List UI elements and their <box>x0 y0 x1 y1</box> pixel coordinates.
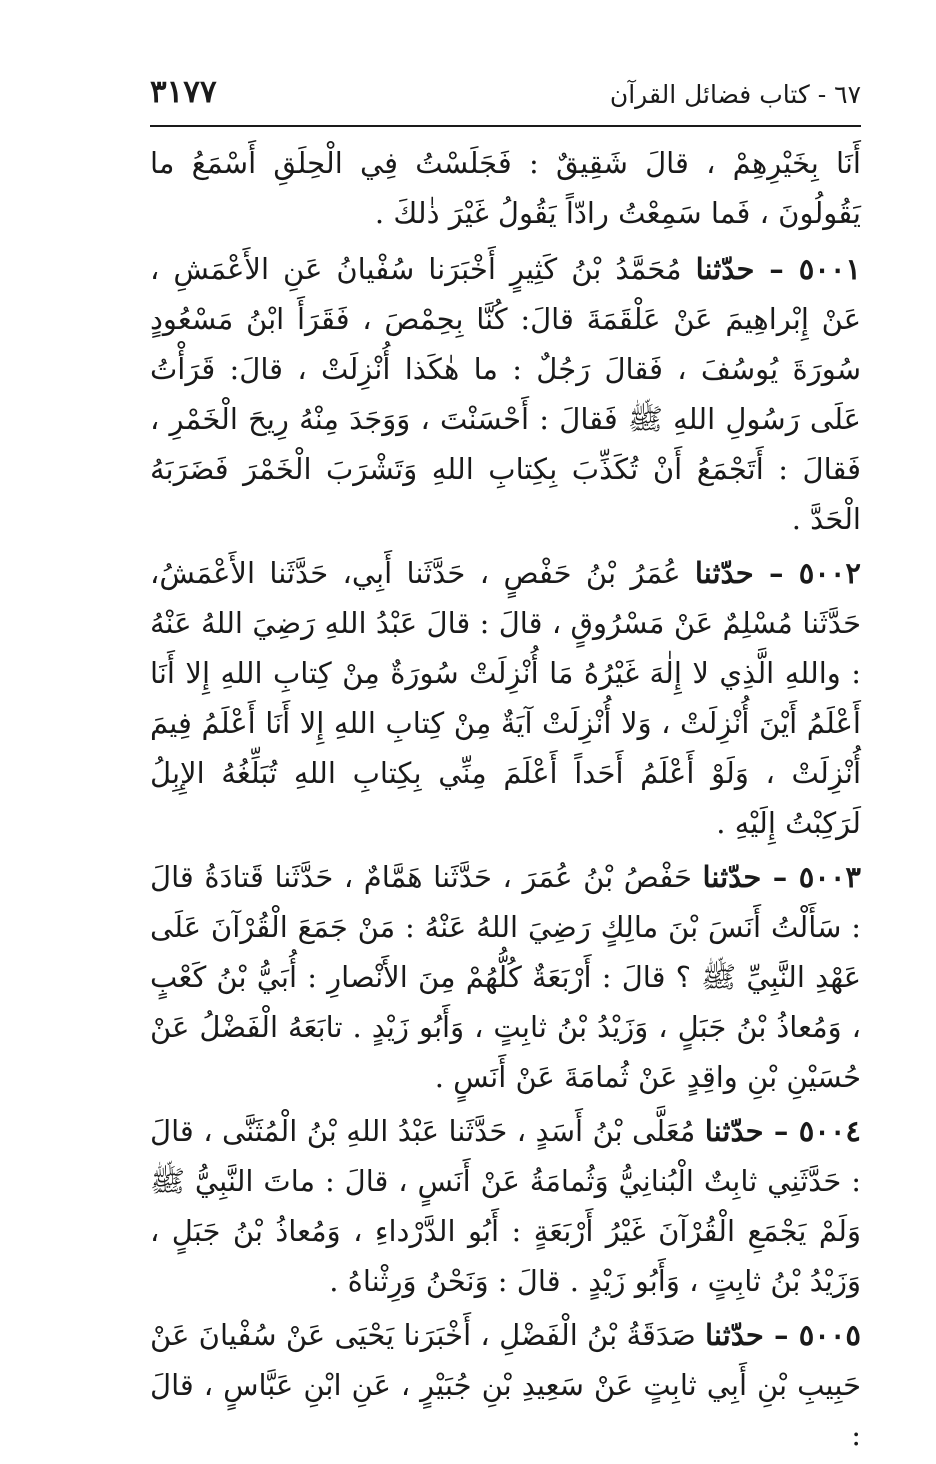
hadith-number: ٥٠٠٤ <box>798 1114 862 1148</box>
page-number: ٣١٧٧ <box>150 74 217 110</box>
hadith-number: ٥٠٠٥ <box>798 1318 861 1352</box>
hadith-lead-word: حدّثنا <box>702 860 762 894</box>
hadith-lead-word: حدّثنا <box>695 252 755 286</box>
hadith-5004: ٥٠٠٤ – حدّثنا مُعَلَّى بْنُ أَسَدٍ ، حَدَّثَنا عَبْدُ اللهِ بْنُ الْمُثَنَّى ، قالَ : حَدَّثَنِي ثابِتٌ الْبُنانِيُّ وَثُمامَةُ عَنْ أَنَسٍ ، قالَ : ماتَ النَّبِيُّ ﷺ وَلَمْ يَجْمَعِ الْقُرْآنَ غَيْرُ أَرْبَعَةٍ : أَبُو الدَّرْداءِ ، وَمُعاذُ بْنُ جَبَلٍ ، وَزَيْدُ بْنُ ثابِتٍ ، وَأَبُو زَيْدٍ . قالَ : وَنَحْنُ وَرِثْناهُ . <box>150 1114 862 1298</box>
continued-paragraph <box>150 138 861 238</box>
page-header <box>150 72 861 122</box>
hadith-number: ٥٠٠٣ <box>798 860 861 894</box>
hadith-5002: ٥٠٠٢ – حدّثنا عُمَرُ بْنُ حَفْصٍ ، حَدَّثَنا أَبِي، حَدَّثَنا الأَعْمَشُ، حَدَّثَنا مُسْلِمٌ عَنْ مَسْرُوقٍ ، قالَ : قالَ عَبْدُ اللهِ رَضِيَ اللهُ عَنْهُ : واللهِ الَّذِي لا إِلٰهَ غَيْرُهُ مَا أُنْزِلَتْ سُورَةٌ مِنْ كِتابِ اللهِ إِلا أَنَا أَعْلَمُ أَيْنَ أُنْزِلَتْ ، وَلا أُنْزِلَتْ آيَةٌ مِنْ كِتابِ اللهِ إِلا أَنَا أَعْلَمُ فِيمَ أُنْزِلَتْ ، وَلَوْ أَعْلَمُ أَحَداً أَعْلَمَ مِنِّي بِكِتابِ اللهِ تُبَلِّغُهُ الإِبِلُ لَرَكِبْتُ إِلَيْهِ . <box>150 556 861 840</box>
hadith-lead-word: حدّثنا <box>705 1318 764 1352</box>
header-rule <box>150 125 861 127</box>
chapter-title: ٦٧ - كتاب فضائل القرآن <box>609 80 861 109</box>
paragraph-text: صَدَقَةُ بْنُ الْفَضْلِ ، أَخْبَرَنا يَحْيَى عَنْ سُفْيانَ عَنْ حَبِيبِ بْنِ أَبِي ثابِتٍ عَنْ سَعِيدِ بْنِ جُبَيْرٍ ، عَنِ ابْنِ عَبَّاسٍ ، قالَ : <box>150 1318 861 1452</box>
paragraph-text: مُعَلَّى بْنُ أَسَدٍ ، حَدَّثَنا عَبْدُ اللهِ بْنُ الْمُثَنَّى ، قالَ : حَدَّثَنِي ثابِتٌ الْبُنانِيُّ وَثُمامَةُ عَنْ أَنَسٍ ، قالَ : ماتَ النَّبِيُّ ﷺ وَلَمْ يَجْمَعِ الْقُرْآنَ غَيْرُ أَرْبَعَةٍ : أَبُو الدَّرْداءِ ، وَمُعاذُ بْنُ جَبَلٍ ، وَزَيْدُ بْنُ ثابِتٍ ، وَأَبُو زَيْدٍ . قالَ : وَنَحْنُ وَرِثْناهُ . <box>150 1114 861 1298</box>
paragraph-text: مُحَمَّدُ بْنُ كَثِيرٍ أَخْبَرَنا سُفْيانُ عَنِ الأَعْمَشِ ، عَنْ إِبْراهِيمَ عَنْ عَلْقَمَةَ قالَ: كُنَّا بِحِمْصَ ، فَقَرَأَ ابْنُ مَسْعُودٍ سُورَةَ يُوسُفَ ، فَقالَ رَجُلٌ : ما هٰكَذا أُنْزِلَتْ ، قالَ: قَرَأْتُ عَلَى رَسُولِ اللهِ ﷺ فَقالَ : أَحْسَنْتَ ، وَوَجَدَ مِنْهُ رِيحَ الْخَمْرِ ، فَقالَ : أَتَجْمَعُ أَنْ تُكَذِّبَ بِكِتابِ اللهِ وَتَشْرَبَ الْخَمْرَ فَضَرَبَهُ الْحَدَّ . <box>150 252 861 536</box>
hadith-lead-word: حدّثنا <box>694 556 754 590</box>
paragraph-text: عُمَرُ بْنُ حَفْصٍ ، حَدَّثَنا أَبِي، حَدَّثَنا الأَعْمَشُ، حَدَّثَنا مُسْلِمٌ عَنْ مَسْرُوقٍ ، قالَ : قالَ عَبْدُ اللهِ رَضِيَ اللهُ عَنْهُ : واللهِ الَّذِي لا إِلٰهَ غَيْرُهُ مَا أُنْزِلَتْ سُورَةٌ مِنْ كِتابِ اللهِ إِلا أَنَا أَعْلَمُ أَيْنَ أُنْزِلَتْ ، وَلا أُنْزِلَتْ آيَةٌ مِنْ كِتابِ اللهِ إِلا أَنَا أَعْلَمُ فِيمَ أُنْزِلَتْ ، وَلَوْ أَعْلَمُ أَحَداً أَعْلَمَ مِنِّي بِكِتابِ اللهِ تُبَلِّغُهُ الإِبِلُ لَرَكِبْتُ إِلَيْهِ . <box>150 556 861 840</box>
hadith-5003: ٥٠٠٣ – حدّثنا حَفْصُ بْنُ عُمَرَ ، حَدَّثَنا هَمَّامٌ ، حَدَّثَنا قَتادَةُ قالَ : سَأَلْتُ أَنَسَ بْنَ مالِكٍ رَضِيَ اللهُ عَنْهُ : مَنْ جَمَعَ الْقُرْآنَ عَلَى عَهْدِ النَّبِيِّ ﷺ ؟ قالَ : أَرْبَعَةٌ كُلُّهُمْ مِنَ الأَنْصارِ : أُبَيُّ بْنُ كَعْبٍ ، وَمُعاذُ بْنُ جَبَلٍ ، وَزَيْدُ بْنُ ثابِتٍ ، وَأَبُو زَيْدٍ . تابَعَهُ الْفَضْلُ عَنْ حُسَيْنِ بْنِ واقِدٍ عَنْ ثُمامَةَ عَنْ أَنَسٍ . <box>150 860 861 1094</box>
page-body <box>150 138 861 1464</box>
hadith-5005: ٥٠٠٥ – حدّثنا صَدَقَةُ بْنُ الْفَضْلِ ، أَخْبَرَنا يَحْيَى عَنْ سُفْيانَ عَنْ حَبِيبِ بْنِ أَبِي ثابِتٍ عَنْ سَعِيدِ بْنِ جُبَيْرٍ ، عَنِ ابْنِ عَبَّاسٍ ، قالَ : <box>150 1318 861 1452</box>
hadith-5001: ٥٠٠١ – حدّثنا مُحَمَّدُ بْنُ كَثِيرٍ أَخْبَرَنا سُفْيانُ عَنِ الأَعْمَشِ ، عَنْ إِبْراهِيمَ عَنْ عَلْقَمَةَ قالَ: كُنَّا بِحِمْصَ ، فَقَرَأَ ابْنُ مَسْعُودٍ سُورَةَ يُوسُفَ ، فَقالَ رَجُلٌ : ما هٰكَذا أُنْزِلَتْ ، قالَ: قَرَأْتُ عَلَى رَسُولِ اللهِ ﷺ فَقالَ : أَحْسَنْتَ ، وَوَجَدَ مِنْهُ رِيحَ الْخَمْرِ ، فَقالَ : أَتَجْمَعُ أَنْ تُكَذِّبَ بِكِتابِ اللهِ وَتَشْرَبَ الْخَمْرَ فَضَرَبَهُ الْحَدَّ . <box>150 252 861 536</box>
paragraph-text: أَنَا بِخَيْرِهِمْ ، قالَ شَقِيقٌ : فَجَلَسْتُ فِي الْحِلَقِ أَسْمَعُ ما يَقُولُونَ ، فَما سَمِعْتُ رادّاً يَقُولُ غَيْرَ ذٰلكَ . <box>150 146 861 230</box>
hadith-number: ٥٠٠١ <box>798 252 861 286</box>
paragraph-text: حَفْصُ بْنُ عُمَرَ ، حَدَّثَنا هَمَّامٌ ، حَدَّثَنا قَتادَةُ قالَ : سَأَلْتُ أَنَسَ بْنَ مالِكٍ رَضِيَ اللهُ عَنْهُ : مَنْ جَمَعَ الْقُرْآنَ عَلَى عَهْدِ النَّبِيِّ ﷺ ؟ قالَ : أَرْبَعَةٌ كُلُّهُمْ مِنَ الأَنْصارِ : أُبَيُّ بْنُ كَعْبٍ ، وَمُعاذُ بْنُ جَبَلٍ ، وَزَيْدُ بْنُ ثابِتٍ ، وَأَبُو زَيْدٍ . تابَعَهُ الْفَضْلُ عَنْ حُسَيْنِ بْنِ واقِدٍ عَنْ ثُمامَةَ عَنْ أَنَسٍ . <box>150 860 861 1094</box>
hadith-number: ٥٠٠٢ <box>798 556 861 590</box>
hadith-lead-word: حدّثنا <box>704 1114 764 1148</box>
